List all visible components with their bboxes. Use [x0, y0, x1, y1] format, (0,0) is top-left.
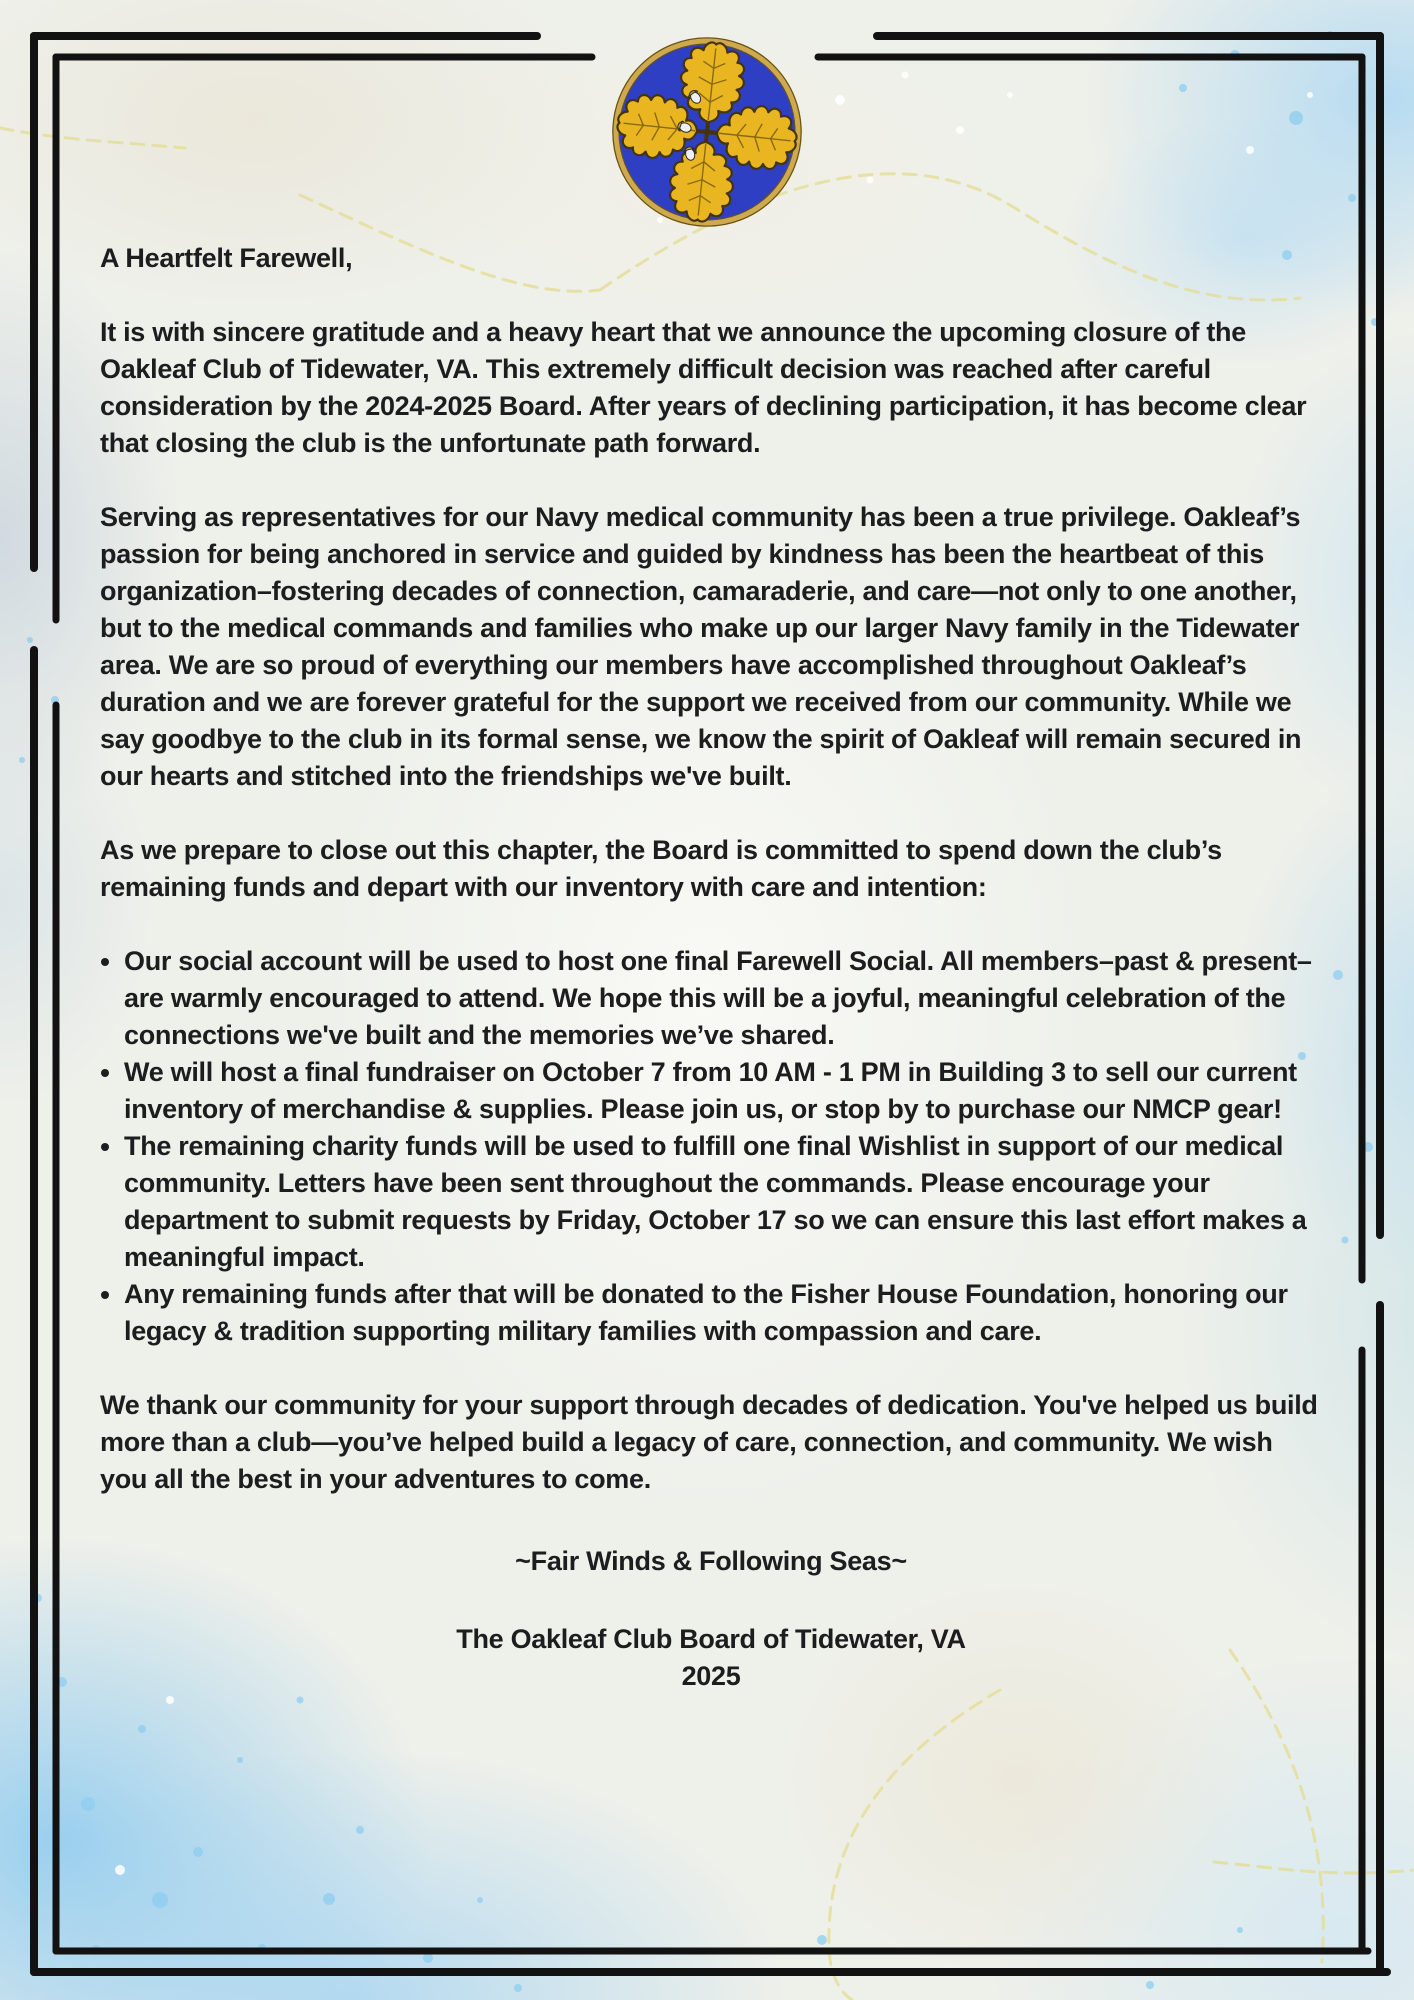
sign-off-year: 2025 — [681, 1661, 741, 1691]
list-item-final-fundraiser: • We will host a final fundraiser on October 7 from 10 AM - 1 PM in Building 3 to sell our current inventory of merchandise & supplies. Please join us, or stop by to purchase our NMCP gear! — [124, 1054, 1322, 1128]
sign-off-motto: ~Fair Winds & Following Seas~ — [515, 1546, 907, 1576]
paragraph-thanks: We thank our community for your support through decades of dedication. You've helped us build more than a club—you’ve helped build a legacy of care, connection, and community. We wish you all the best in your adventures to come. — [100, 1390, 1318, 1494]
sign-off-signature: The Oakleaf Club Board of Tidewater, VA — [456, 1624, 966, 1654]
list-item-fisher-house-donation: • Any remaining funds after that will be donated to the Fisher House Foundation, honoring our legacy & tradition supporting military families with compassion and care. — [124, 1276, 1322, 1350]
paragraph-gratitude: Serving as representatives for our Navy medical community has been a true privilege. Oakleaf’s passion for being anchored in service and guided by kindness has been the heartbeat of this organization–fostering decades of connection, camaraderie, and care—not only to one another, but to the medical commands and families who make up our larger Navy family in the Tidewater area. We are so proud of everything our members have accomplished throughout Oakleaf’s duration and we are forever grateful for the support we received from our community. While we say goodbye to the club in its formal sense, we know the spirit of Oakleaf will remain secured in our hearts and stitched into the friendships we've built. — [100, 502, 1302, 791]
list-item-farewell-social: • Our social account will be used to host one final Farewell Social. All members–past & present–are warmly encouraged to attend. We hope this will be a joyful, meaningful celebration of the connections we've built and the memories we’ve shared. — [124, 943, 1322, 1054]
paragraph-announcement: It is with sincere gratitude and a heavy heart that we announce the upcoming closure of the Oakleaf Club of Tidewater, VA. This extremely difficult decision was reached after careful consideration by the 2024-2025 Board. After years of declining participation, it has become clear that closing the club is the unfortunate path forward. — [100, 317, 1307, 458]
closure-plan-list — [100, 943, 1322, 1350]
list-item-final-wishlist: • The remaining charity funds will be used to fulfill one final Wishlist in support of our medical community. Letters have been sent throughout the commands. Please encourage your department to submit requests by Friday, October 17 so we can ensure this last effort makes a meaningful impact. — [124, 1128, 1322, 1276]
paragraph-plan-intro: As we prepare to close out this chapter, the Board is committed to spend down the club’s remaining funds and depart with our inventory with care and intention: — [100, 835, 1222, 902]
salutation: A Heartfelt Farewell, — [100, 243, 353, 273]
